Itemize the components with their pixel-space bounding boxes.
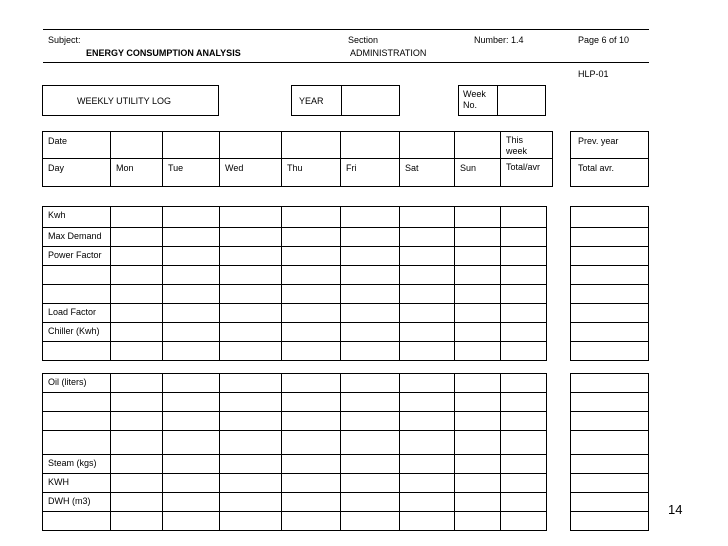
data-cell[interactable] <box>501 474 547 493</box>
date-sat-cell[interactable] <box>400 132 455 159</box>
table-row <box>43 374 547 393</box>
data-cell[interactable] <box>163 247 220 266</box>
data-cell[interactable] <box>455 304 501 323</box>
year-label-box <box>291 85 342 116</box>
table-row <box>571 323 649 342</box>
data-cell[interactable] <box>341 412 400 431</box>
data-cell[interactable] <box>163 455 220 474</box>
data-cell[interactable] <box>111 266 163 285</box>
data-cell[interactable] <box>282 393 341 412</box>
row-label-cell <box>43 474 111 493</box>
day-fri: Fri <box>346 163 357 173</box>
week-input-box[interactable] <box>497 85 546 116</box>
data-cell[interactable] <box>400 474 455 493</box>
table-row <box>43 493 547 512</box>
data-cell[interactable] <box>111 342 163 361</box>
table-row <box>571 285 649 304</box>
data-cell[interactable] <box>220 228 282 247</box>
data-cell[interactable] <box>455 431 501 455</box>
data-cell[interactable] <box>220 393 282 412</box>
row-label: KWH <box>48 477 69 487</box>
day-sun-cell <box>455 159 501 187</box>
data-cell[interactable] <box>163 323 220 342</box>
date-label-cell <box>43 132 111 159</box>
total-avr-cell <box>501 159 553 187</box>
header-top-rule <box>43 29 649 30</box>
table-row <box>571 412 649 431</box>
total-avr-prev-label: Total avr. <box>578 163 615 173</box>
utility-block-1-prev-year <box>570 206 649 361</box>
data-cell[interactable] <box>282 304 341 323</box>
row-label <box>43 342 110 345</box>
data-cell[interactable] <box>455 474 501 493</box>
table-row <box>43 431 547 455</box>
row-label: Chiller (Kwh) <box>48 326 100 336</box>
section-value: ADMINISTRATION <box>350 48 427 58</box>
row-label <box>43 412 110 415</box>
prev-year-data-cell[interactable] <box>571 285 649 304</box>
data-cell[interactable] <box>501 323 547 342</box>
data-cell[interactable] <box>400 342 455 361</box>
data-cell[interactable] <box>111 323 163 342</box>
data-cell[interactable] <box>400 247 455 266</box>
day-mon-cell <box>111 159 163 187</box>
row-label: DWH (m3) <box>48 496 91 506</box>
row-label-cell <box>43 228 111 247</box>
data-cell[interactable] <box>501 342 547 361</box>
data-cell[interactable] <box>400 285 455 304</box>
data-cell[interactable] <box>111 431 163 455</box>
data-cell[interactable] <box>111 474 163 493</box>
row-label: Kwh <box>48 210 66 220</box>
data-cell[interactable] <box>341 207 400 228</box>
row-label <box>43 266 110 269</box>
row-label: Power Factor <box>48 250 102 260</box>
data-cell[interactable] <box>220 374 282 393</box>
data-cell[interactable] <box>501 512 547 531</box>
year-input-box[interactable] <box>341 85 400 116</box>
data-cell[interactable] <box>341 342 400 361</box>
data-cell[interactable] <box>282 247 341 266</box>
table-row <box>571 374 649 393</box>
data-cell[interactable] <box>455 207 501 228</box>
header-mid-rule <box>43 62 649 63</box>
row-label <box>43 285 110 288</box>
row-label-cell <box>43 342 111 361</box>
header-grid <box>42 131 553 187</box>
data-cell[interactable] <box>455 512 501 531</box>
date-sun-cell[interactable] <box>455 132 501 159</box>
document-number: Number: 1.4 <box>474 35 524 45</box>
data-cell[interactable] <box>341 393 400 412</box>
year-label: YEAR <box>299 96 324 106</box>
weekly-log-title: WEEKLY UTILITY LOG <box>77 96 172 106</box>
data-cell[interactable] <box>400 228 455 247</box>
data-cell[interactable] <box>163 207 220 228</box>
data-cell[interactable] <box>220 285 282 304</box>
utility-block-1 <box>42 206 547 361</box>
data-cell[interactable] <box>282 228 341 247</box>
day-thu: Thu <box>287 163 303 173</box>
prev-year-cell <box>571 132 649 159</box>
data-cell[interactable] <box>341 323 400 342</box>
data-cell[interactable] <box>111 493 163 512</box>
row-label <box>43 431 110 434</box>
data-cell[interactable] <box>501 455 547 474</box>
row-label-cell <box>43 455 111 474</box>
data-cell[interactable] <box>220 431 282 455</box>
table-row <box>43 247 547 266</box>
data-cell[interactable] <box>282 323 341 342</box>
data-cell[interactable] <box>220 512 282 531</box>
prev-year-data-cell[interactable] <box>571 474 649 493</box>
data-cell[interactable] <box>400 323 455 342</box>
row-label: Oil (liters) <box>48 377 87 387</box>
row-label <box>43 393 110 396</box>
data-cell[interactable] <box>341 512 400 531</box>
data-cell[interactable] <box>501 493 547 512</box>
data-cell[interactable] <box>501 247 547 266</box>
row-label-cell <box>43 285 111 304</box>
data-cell[interactable] <box>220 455 282 474</box>
page-indicator: Page 6 of 10 <box>578 35 630 45</box>
data-cell[interactable] <box>220 342 282 361</box>
table-row <box>43 207 547 228</box>
table-row <box>43 474 547 493</box>
table-row <box>43 323 547 342</box>
data-cell[interactable] <box>282 285 341 304</box>
data-cell[interactable] <box>282 207 341 228</box>
day-tue: Tue <box>168 163 184 173</box>
data-cell[interactable] <box>455 323 501 342</box>
table-row <box>571 228 649 247</box>
data-cell[interactable] <box>341 455 400 474</box>
data-cell[interactable] <box>455 374 501 393</box>
data-cell[interactable] <box>455 412 501 431</box>
date-mon-cell[interactable] <box>111 132 163 159</box>
data-cell[interactable] <box>400 393 455 412</box>
data-cell[interactable] <box>282 512 341 531</box>
data-cell[interactable] <box>501 207 547 228</box>
prev-year-data-cell[interactable] <box>571 412 649 431</box>
table-row <box>571 266 649 285</box>
data-cell[interactable] <box>111 247 163 266</box>
day-mon: Mon <box>116 163 134 173</box>
data-cell[interactable] <box>501 228 547 247</box>
row-label-cell <box>43 247 111 266</box>
day-fri-cell <box>341 159 400 187</box>
table-row <box>43 285 547 304</box>
prev-year-data-cell[interactable] <box>571 266 649 285</box>
table-row <box>571 342 649 361</box>
data-cell[interactable] <box>163 474 220 493</box>
data-cell[interactable] <box>111 455 163 474</box>
table-row <box>43 266 547 285</box>
this-week-label: This week <box>506 135 528 156</box>
data-cell[interactable] <box>163 342 220 361</box>
data-cell[interactable] <box>163 266 220 285</box>
row-label-cell <box>43 207 111 228</box>
data-cell[interactable] <box>282 493 341 512</box>
data-cell[interactable] <box>501 374 547 393</box>
data-cell[interactable] <box>341 228 400 247</box>
data-cell[interactable] <box>501 431 547 455</box>
data-cell[interactable] <box>111 285 163 304</box>
subject-label: Subject: <box>48 35 81 45</box>
data-cell[interactable] <box>163 228 220 247</box>
row-label: Load Factor <box>48 307 97 317</box>
data-cell[interactable] <box>163 374 220 393</box>
week-label-box <box>458 85 498 116</box>
total-avr-prev-cell <box>571 159 649 187</box>
slide-number: 14 <box>668 502 683 517</box>
section-label: Section <box>348 35 379 45</box>
total-avr-label: Total/avr <box>506 162 541 172</box>
data-cell[interactable] <box>220 266 282 285</box>
data-cell[interactable] <box>400 512 455 531</box>
date-thu-cell[interactable] <box>282 132 341 159</box>
data-cell[interactable] <box>282 412 341 431</box>
data-cell[interactable] <box>111 412 163 431</box>
data-cell[interactable] <box>400 374 455 393</box>
data-cell[interactable] <box>341 304 400 323</box>
data-cell[interactable] <box>220 304 282 323</box>
table-row <box>43 342 547 361</box>
table-row <box>571 247 649 266</box>
data-cell[interactable] <box>341 374 400 393</box>
data-cell[interactable] <box>111 512 163 531</box>
day-sat-cell <box>400 159 455 187</box>
data-cell[interactable] <box>220 474 282 493</box>
data-cell[interactable] <box>501 393 547 412</box>
prev-year-data-cell[interactable] <box>571 455 649 474</box>
prev-year-data-cell[interactable] <box>571 323 649 342</box>
data-cell[interactable] <box>220 412 282 431</box>
row-label-cell <box>43 393 111 412</box>
day-tue-cell <box>163 159 220 187</box>
prev-year-data-cell[interactable] <box>571 374 649 393</box>
table-row <box>571 304 649 323</box>
data-cell[interactable] <box>341 493 400 512</box>
prev-year-data-cell[interactable] <box>571 342 649 361</box>
row-label: Steam (kgs) <box>48 458 97 468</box>
table-row <box>571 207 649 228</box>
data-cell[interactable] <box>400 266 455 285</box>
this-week-cell <box>501 132 553 159</box>
data-cell[interactable] <box>163 304 220 323</box>
subject-value: ENERGY CONSUMPTION ANALYSIS <box>86 48 241 58</box>
day-sun: Sun <box>460 163 477 173</box>
data-cell[interactable] <box>501 412 547 431</box>
data-cell[interactable] <box>455 285 501 304</box>
day-label-cell <box>43 159 111 187</box>
data-cell[interactable] <box>111 228 163 247</box>
row-label-cell <box>43 412 111 431</box>
prev-year-data-cell[interactable] <box>571 431 649 455</box>
table-row <box>571 512 649 531</box>
data-cell[interactable] <box>163 493 220 512</box>
data-cell[interactable] <box>400 304 455 323</box>
day-sat: Sat <box>405 163 419 173</box>
table-row <box>43 455 547 474</box>
day-wed: Wed <box>225 163 244 173</box>
data-cell[interactable] <box>455 342 501 361</box>
data-cell[interactable] <box>282 474 341 493</box>
utility-block-2 <box>42 373 547 531</box>
prev-year-data-cell[interactable] <box>571 493 649 512</box>
data-cell[interactable] <box>163 412 220 431</box>
data-cell[interactable] <box>220 323 282 342</box>
row-label <box>43 512 110 515</box>
data-cell[interactable] <box>220 493 282 512</box>
table-row <box>571 493 649 512</box>
date-label: Date <box>48 136 68 146</box>
data-cell[interactable] <box>501 304 547 323</box>
date-fri-cell[interactable] <box>341 132 400 159</box>
data-cell[interactable] <box>282 431 341 455</box>
data-cell[interactable] <box>282 374 341 393</box>
data-cell[interactable] <box>111 304 163 323</box>
data-cell[interactable] <box>455 266 501 285</box>
prev-year-data-cell[interactable] <box>571 512 649 531</box>
table-row <box>43 393 547 412</box>
data-cell[interactable] <box>455 247 501 266</box>
prev-year-data-cell[interactable] <box>571 247 649 266</box>
day-wed-cell <box>220 159 282 187</box>
prev-year-label: Prev. year <box>578 136 619 146</box>
prev-year-data-cell[interactable] <box>571 207 649 228</box>
data-cell[interactable] <box>400 493 455 512</box>
weekly-log-title-box <box>42 85 219 116</box>
data-cell[interactable] <box>341 431 400 455</box>
data-cell[interactable] <box>400 207 455 228</box>
data-cell[interactable] <box>163 512 220 531</box>
table-row <box>43 512 547 531</box>
row-label: Max Demand <box>48 231 102 241</box>
table-row <box>43 228 547 247</box>
data-cell[interactable] <box>501 266 547 285</box>
data-cell[interactable] <box>341 285 400 304</box>
data-cell[interactable] <box>341 247 400 266</box>
data-cell[interactable] <box>501 285 547 304</box>
data-cell[interactable] <box>282 455 341 474</box>
data-cell[interactable] <box>400 412 455 431</box>
day-label: Day <box>48 163 65 173</box>
data-cell[interactable] <box>341 266 400 285</box>
data-cell[interactable] <box>282 266 341 285</box>
row-label-cell <box>43 493 111 512</box>
prev-year-data-cell[interactable] <box>571 304 649 323</box>
row-label-cell <box>43 374 111 393</box>
data-cell[interactable] <box>400 455 455 474</box>
date-tue-cell[interactable] <box>163 132 220 159</box>
data-cell[interactable] <box>341 474 400 493</box>
data-cell[interactable] <box>220 207 282 228</box>
row-label-cell <box>43 512 111 531</box>
row-label-cell <box>43 304 111 323</box>
data-cell[interactable] <box>163 393 220 412</box>
table-row <box>43 304 547 323</box>
day-thu-cell <box>282 159 341 187</box>
data-cell[interactable] <box>111 393 163 412</box>
data-cell[interactable] <box>455 455 501 474</box>
data-cell[interactable] <box>400 431 455 455</box>
data-cell[interactable] <box>111 207 163 228</box>
data-cell[interactable] <box>282 342 341 361</box>
data-cell[interactable] <box>455 393 501 412</box>
table-row <box>43 412 547 431</box>
table-row <box>571 431 649 455</box>
row-label-cell <box>43 323 111 342</box>
data-cell[interactable] <box>455 228 501 247</box>
document-code: HLP-01 <box>578 69 609 79</box>
utility-block-2-prev-year <box>570 373 649 531</box>
table-row <box>571 393 649 412</box>
data-cell[interactable] <box>163 285 220 304</box>
row-label-cell <box>43 431 111 455</box>
prev-year-data-cell[interactable] <box>571 228 649 247</box>
data-cell[interactable] <box>163 431 220 455</box>
data-cell[interactable] <box>220 247 282 266</box>
week-label: Week No. <box>463 89 486 110</box>
table-row <box>571 474 649 493</box>
table-row <box>571 455 649 474</box>
data-cell[interactable] <box>455 493 501 512</box>
prev-year-header-grid <box>570 131 649 187</box>
date-wed-cell[interactable] <box>220 132 282 159</box>
prev-year-data-cell[interactable] <box>571 393 649 412</box>
row-label-cell <box>43 266 111 285</box>
data-cell[interactable] <box>111 374 163 393</box>
